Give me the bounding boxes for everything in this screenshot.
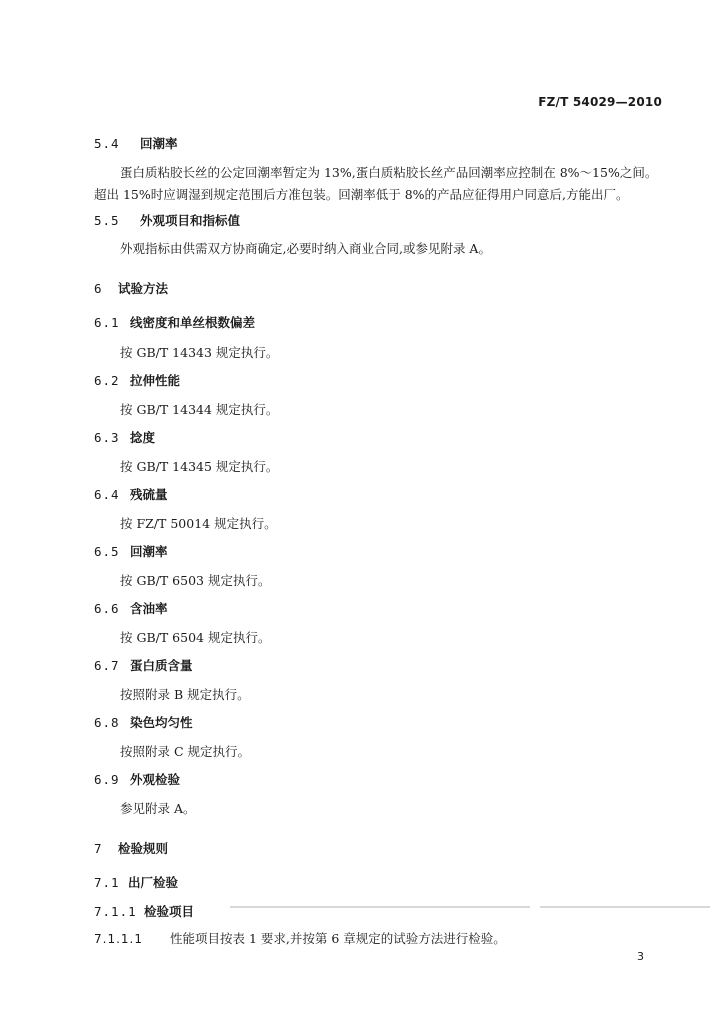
section-title: 回潮率 — [140, 136, 178, 151]
paragraph: 按 GB/T 14343 规定执行。 — [120, 345, 279, 360]
section-6-9-heading — [94, 771, 180, 789]
section-number: 6.9 — [94, 772, 120, 787]
paragraph: 蛋白质粘胶长丝的公定回潮率暂定为 13%,蛋白质粘胶长丝产品回潮率应控制在 8%～15%之间。 — [120, 165, 658, 180]
section-number: 6.2 — [94, 373, 120, 388]
paragraph: 按 GB/T 14344 规定执行。 — [120, 402, 279, 417]
section-title: 回潮率 — [130, 544, 168, 559]
page-number: 3 — [637, 950, 644, 963]
section-6-7-heading — [94, 657, 193, 675]
scan-artifact — [540, 906, 710, 908]
section-title: 出厂检验 — [128, 875, 179, 890]
section-7-1-1-1-line — [94, 930, 506, 948]
section-title: 残硫量 — [130, 487, 168, 502]
paragraph: 按照附录 B 规定执行。 — [120, 687, 250, 702]
section-6-heading — [94, 280, 168, 298]
paragraph: 外观指标由供需双方协商确定,必要时纳入商业合同,或参见附录 A。 — [120, 241, 491, 256]
section-title: 拉伸性能 — [130, 373, 181, 388]
section-title: 染色均匀性 — [130, 715, 193, 730]
section-number: 5.5 — [94, 213, 120, 228]
section-title: 线密度和单丝根数偏差 — [130, 315, 256, 330]
section-6-1-heading — [94, 314, 255, 332]
section-number: 6 — [94, 281, 103, 296]
section-title: 试验方法 — [118, 281, 169, 296]
section-number: 7.1.1 — [94, 904, 137, 919]
section-number: 7 — [94, 841, 103, 856]
section-number: 6.6 — [94, 601, 120, 616]
section-7-1-1-heading — [94, 903, 194, 921]
section-number: 6.7 — [94, 658, 120, 673]
section-number: 6.5 — [94, 544, 120, 559]
section-title: 蛋白质含量 — [130, 658, 193, 673]
section-5-5-heading — [94, 212, 240, 230]
paragraph: 按 GB/T 6504 规定执行。 — [120, 630, 271, 645]
paragraph: 按照附录 C 规定执行。 — [120, 744, 251, 759]
section-number: 6.4 — [94, 487, 120, 502]
standard-code: FZ/T 54029—2010 — [538, 95, 662, 109]
section-6-6-heading — [94, 600, 168, 618]
paragraph: 按 GB/T 14345 规定执行。 — [120, 459, 279, 474]
paragraph: 性能项目按表 1 要求,并按第 6 章规定的试验方法进行检验。 — [170, 931, 506, 946]
section-number: 7.1 — [94, 875, 120, 890]
section-title: 含油率 — [130, 601, 168, 616]
section-6-2-heading — [94, 372, 180, 390]
section-6-8-heading — [94, 714, 193, 732]
paragraph: 参见附录 A。 — [120, 801, 196, 816]
section-title: 捻度 — [130, 430, 156, 445]
section-6-3-heading — [94, 429, 155, 447]
section-number: 6.3 — [94, 430, 120, 445]
section-6-4-heading — [94, 486, 168, 504]
section-6-5-heading — [94, 543, 168, 561]
section-number: 6.1 — [94, 315, 120, 330]
section-7-1-heading — [94, 874, 178, 892]
section-title: 检验规则 — [118, 841, 169, 856]
section-number: 6.8 — [94, 715, 120, 730]
paragraph: 超出 15%时应调湿到规定范围后方准包装。回潮率低于 8%的产品应征得用户同意后,方能出厂。 — [94, 187, 629, 202]
scan-artifact — [230, 906, 530, 908]
section-title: 外观项目和指标值 — [140, 213, 241, 228]
section-number: 5.4 — [94, 136, 120, 151]
section-title: 外观检验 — [130, 772, 181, 787]
paragraph: 按 GB/T 6503 规定执行。 — [120, 573, 271, 588]
section-7-heading — [94, 840, 168, 858]
section-number: 7.1.1.1 — [94, 932, 143, 946]
section-title: 检验项目 — [144, 904, 195, 919]
paragraph: 按 FZ/T 50014 规定执行。 — [120, 516, 277, 531]
section-5-4-heading — [94, 135, 178, 153]
